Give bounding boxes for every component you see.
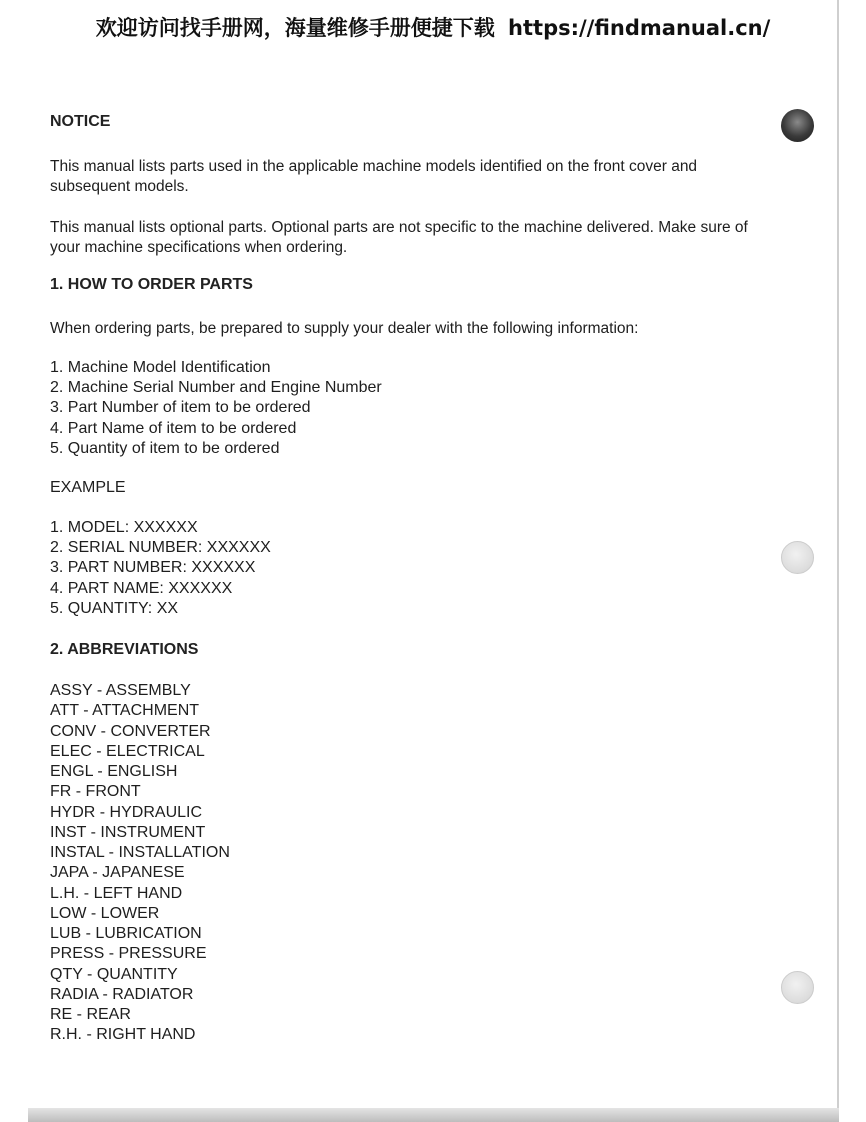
list-item: ENGL - ENGLISH: [50, 763, 178, 780]
list-item: RE - REAR: [50, 1006, 131, 1023]
page-edge: [837, 0, 839, 1122]
page-bottom-shadow: [28, 1108, 839, 1122]
list-item: CONV - CONVERTER: [50, 722, 211, 740]
list-item: 2. SERIAL NUMBER: XXXXXX: [50, 539, 271, 557]
order-info-list: [50, 358, 382, 459]
list-item: RADIA - RADIATOR: [50, 985, 194, 1003]
list-item: 2. Machine Serial Number and Engine Number: [50, 379, 382, 397]
list-item: LUB - LUBRICATION: [50, 925, 202, 942]
list-item: 4. PART NAME: XXXXXX: [50, 579, 233, 597]
abbreviations-heading: 2. ABBREVIATIONS: [50, 641, 199, 658]
notice-heading: NOTICE: [50, 113, 111, 130]
list-item: FR - FRONT: [50, 783, 141, 801]
list-item: 5. Quantity of item to be ordered: [50, 439, 280, 457]
binder-hole-middle-icon: [781, 541, 814, 574]
list-item: 1. Machine Model Identification: [50, 359, 271, 376]
banner-text: 欢迎访问找手册网，海量维修手册便捷下载: [95, 16, 495, 40]
binder-hole-top-icon: [781, 109, 814, 142]
list-item: R.H. - RIGHT HAND: [50, 1026, 196, 1044]
example-label: EXAMPLE: [50, 479, 126, 496]
how-to-order-intro: When ordering parts, be prepared to supply your dealer with the following information:: [50, 320, 639, 337]
how-to-order-heading: 1. HOW TO ORDER PARTS: [50, 276, 253, 293]
list-item: JAPA - JAPANESE: [50, 864, 185, 882]
notice-paragraph-1: This manual lists parts used in the applicable machine models identified on the front cover and subsequent models.: [50, 158, 698, 195]
list-item: 3. Part Number of item to be ordered: [50, 399, 311, 417]
list-item: QTY - QUANTITY: [50, 965, 178, 983]
list-item: ELEC - ELECTRICAL: [50, 742, 205, 760]
list-item: HYDR - HYDRAULIC: [50, 803, 203, 821]
list-item: PRESS - PRESSURE: [50, 945, 207, 963]
list-item: 3. PART NUMBER: XXXXXX: [50, 559, 256, 577]
list-item: INST - INSTRUMENT: [50, 823, 206, 841]
list-item: 5. QUANTITY: XX: [50, 599, 179, 617]
notice-paragraph-2: This manual lists optional parts. Optional parts are not specific to the machine delivered. Make sure of your machine specifications when ordering.: [50, 219, 748, 256]
list-item: INSTAL - INSTALLATION: [50, 844, 230, 861]
list-item: L.H. - LEFT HAND: [50, 884, 183, 902]
abbreviations-list: [50, 681, 230, 1046]
list-item: 4. Part Name of item to be ordered: [50, 419, 297, 437]
binder-hole-bottom-icon: [781, 971, 814, 1004]
list-item: ASSY - ASSEMBLY: [50, 682, 191, 699]
list-item: ATT - ATTACHMENT: [50, 702, 200, 720]
banner-url-link[interactable]: https://findmanual.cn/: [508, 16, 771, 40]
list-item: 1. MODEL: XXXXXX: [50, 519, 198, 536]
example-list: [50, 518, 271, 619]
list-item: LOW - LOWER: [50, 904, 160, 922]
site-banner: [0, 12, 866, 42]
